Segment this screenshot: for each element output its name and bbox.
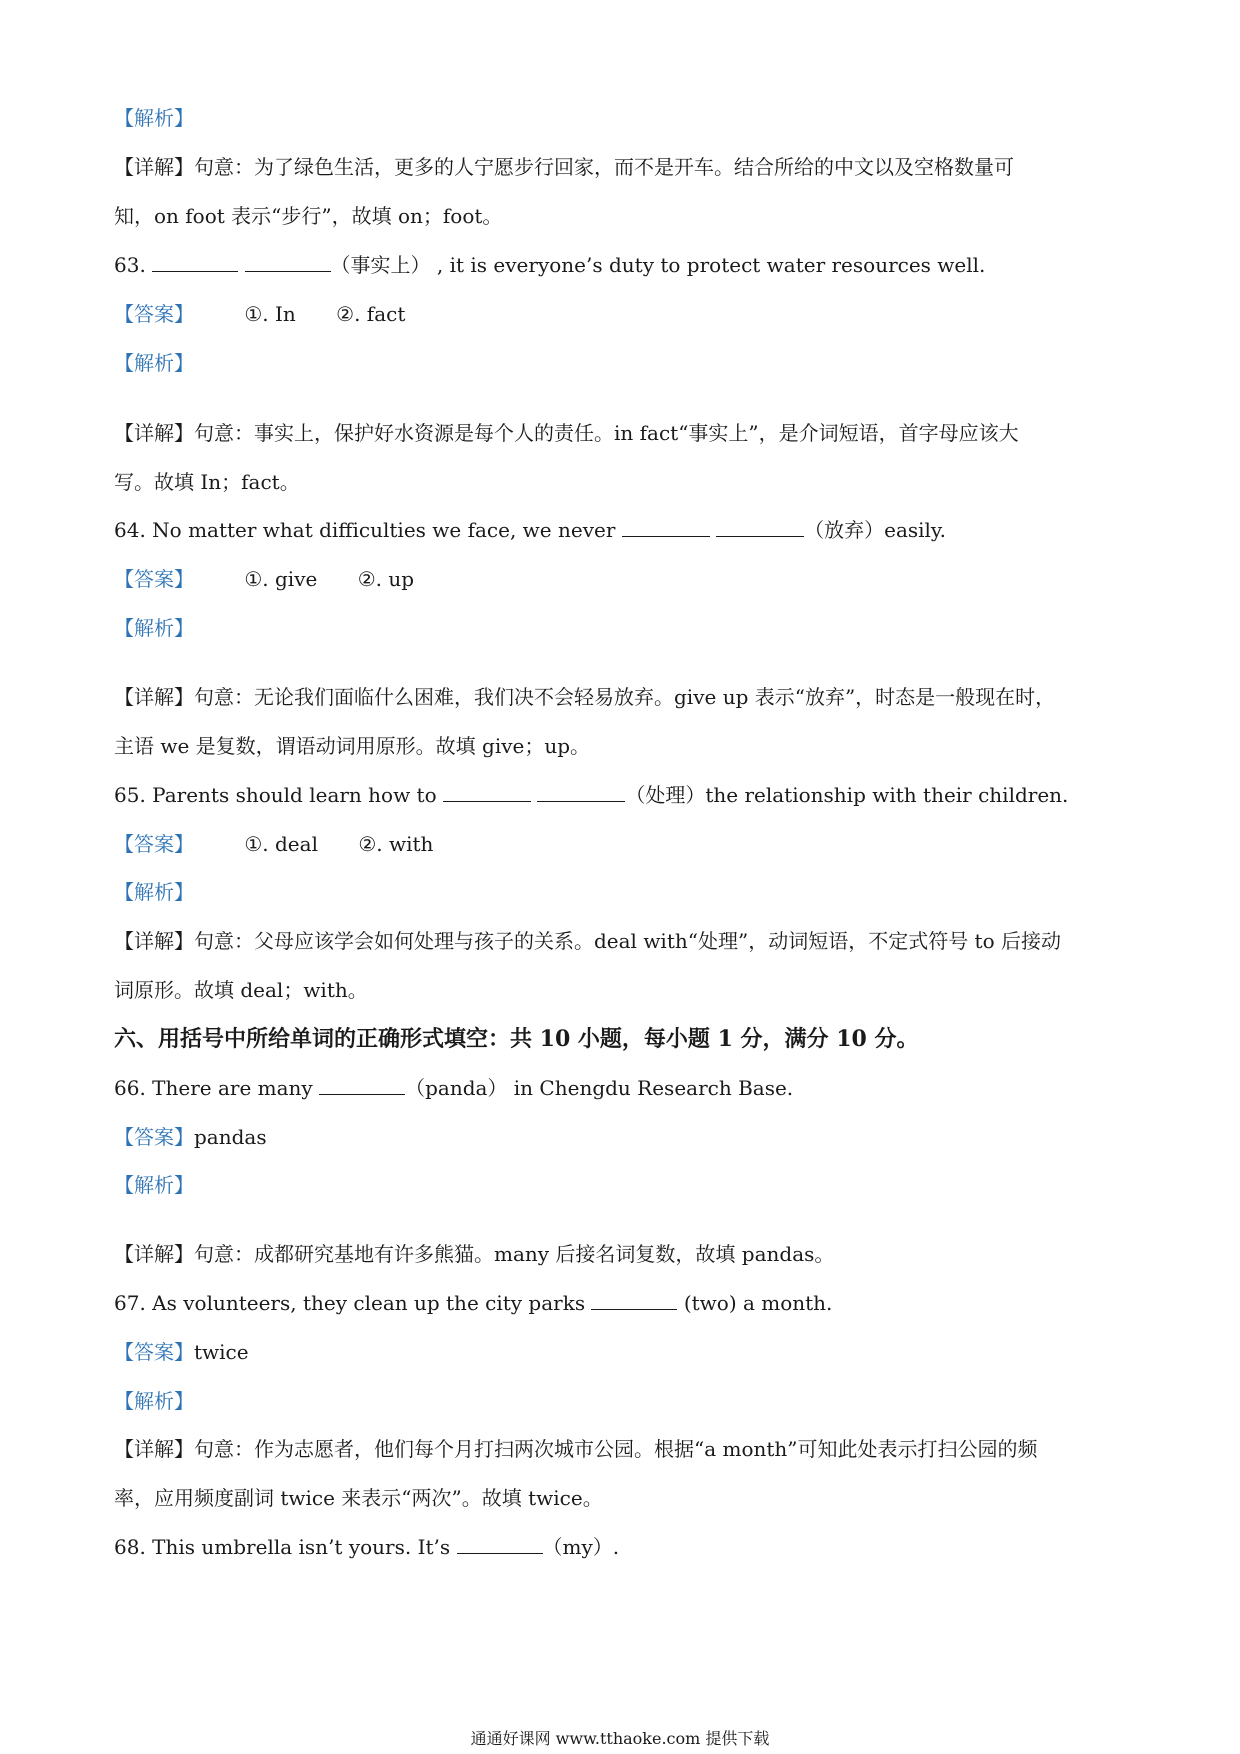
analysis-label: 【解析】 [114, 106, 194, 130]
answer-option-2: ②. up [357, 567, 415, 591]
answer-label: 【答案】 [114, 302, 194, 326]
answer-label: 【答案】 [114, 832, 194, 856]
detail-label: 【详解】 [114, 685, 194, 709]
detail-paragraph [114, 926, 1061, 956]
answer-option-1: ①. deal [244, 832, 318, 856]
answer-blank[interactable] [319, 1074, 405, 1095]
answer-row [114, 1122, 267, 1152]
detail-label: 【详解】 [114, 929, 194, 953]
question-text: 65. Parents should learn how to [114, 783, 437, 807]
question-number: 63. [114, 253, 146, 277]
detail-paragraph [114, 152, 1014, 182]
detail-label: 【详解】 [114, 155, 194, 179]
page-footer: 通通好课网 www.tthaoke.com 提供下载 [470, 1729, 770, 1748]
detail-text-continued: 率，应用频度副词 twice 来表示“两次”。故填 twice。 [114, 1486, 603, 1510]
answer-label: 【答案】 [114, 567, 194, 591]
question-63 [114, 250, 985, 280]
question-68 [114, 1532, 619, 1562]
answer-row [114, 1337, 249, 1367]
detail-text-continued: 写。故填 In；fact。 [114, 470, 300, 494]
detail-text-continued: 知，on foot 表示“步行”，故填 on；foot。 [114, 204, 503, 228]
answer-row [114, 299, 405, 329]
analysis-label: 【解析】 [114, 1389, 194, 1413]
detail-label: 【详解】 [114, 421, 194, 445]
question-hint: （放弃）easily. [804, 518, 946, 542]
detail-label: 【详解】 [114, 1437, 194, 1461]
question-hint: （事实上） [330, 253, 431, 277]
section-title: 六、用括号中所给单词的正确形式填空：共 10 小题，每小题 1 分，满分 10 分。 [114, 1026, 919, 1052]
answer-blank[interactable] [152, 251, 238, 272]
analysis-label: 【解析】 [114, 351, 194, 375]
detail-text-continued: 主语 we 是复数，谓语动词用原形。故填 give；up。 [114, 734, 591, 758]
detail-text: 句意：父母应该学会如何处理与孩子的关系。deal with“处理”，动词短语，不定式符号 to 后接动 [194, 929, 1061, 953]
detail-text-continued: 词原形。故填 deal；with。 [114, 978, 368, 1002]
answer-blank[interactable] [443, 781, 531, 802]
detail-paragraph [114, 682, 1055, 712]
answer-value: twice [194, 1340, 249, 1364]
answer-blank[interactable] [457, 1533, 543, 1554]
question-hint: （panda） in Chengdu Research Base. [405, 1076, 794, 1100]
question-64 [114, 515, 946, 545]
question-text: , it is everyone’s duty to protect water resources well. [436, 253, 986, 277]
answer-option-2: ②. with [358, 832, 434, 856]
question-text: 66. There are many [114, 1076, 313, 1100]
answer-blank[interactable] [537, 781, 625, 802]
detail-label: 【详解】 [114, 1242, 194, 1266]
answer-blank[interactable] [716, 516, 804, 537]
answer-option-2: ②. fact [336, 302, 406, 326]
detail-paragraph [114, 1239, 834, 1269]
analysis-label: 【解析】 [114, 880, 194, 904]
detail-text: 句意：成都研究基地有许多熊猫。many 后接名词复数，故填 pandas。 [194, 1242, 835, 1266]
answer-row [114, 829, 433, 859]
analysis-label: 【解析】 [114, 1173, 194, 1197]
question-67 [114, 1288, 832, 1318]
question-text: 64. No matter what difficulties we face, we never [114, 518, 616, 542]
question-hint: (two) a month. [683, 1291, 833, 1315]
question-text: 68. This umbrella isn’t yours. It’s [114, 1535, 451, 1559]
answer-option-1: ①. In [244, 302, 296, 326]
question-65 [114, 780, 1068, 810]
detail-text: 句意：作为志愿者，他们每个月打扫两次城市公园。根据“a month”可知此处表示打扫公园的频 [194, 1437, 1038, 1461]
answer-blank[interactable] [622, 516, 710, 537]
detail-paragraph [114, 1434, 1038, 1464]
detail-paragraph [114, 418, 1019, 448]
detail-text: 句意：事实上，保护好水资源是每个人的责任。in fact“事实上”，是介词短语，首字母应该大 [194, 421, 1019, 445]
answer-option-1: ①. give [244, 567, 318, 591]
detail-text: 句意：为了绿色生活，更多的人宁愿步行回家，而不是开车。结合所给的中文以及空格数量可 [194, 155, 1014, 179]
question-66 [114, 1073, 793, 1103]
detail-text: 句意：无论我们面临什么困难，我们决不会轻易放弃。give up 表示“放弃”，时态是一般现在时， [194, 685, 1056, 709]
answer-blank[interactable] [245, 251, 331, 272]
question-hint: （处理）the relationship with their children. [625, 783, 1069, 807]
answer-label: 【答案】 [114, 1340, 194, 1364]
answer-row [114, 564, 414, 594]
question-text: 67. As volunteers, they clean up the city parks [114, 1291, 586, 1315]
answer-blank[interactable] [591, 1289, 677, 1310]
answer-value: pandas [194, 1125, 267, 1149]
answer-label: 【答案】 [114, 1125, 194, 1149]
analysis-label: 【解析】 [114, 616, 194, 640]
question-hint: （my）. [542, 1535, 620, 1559]
